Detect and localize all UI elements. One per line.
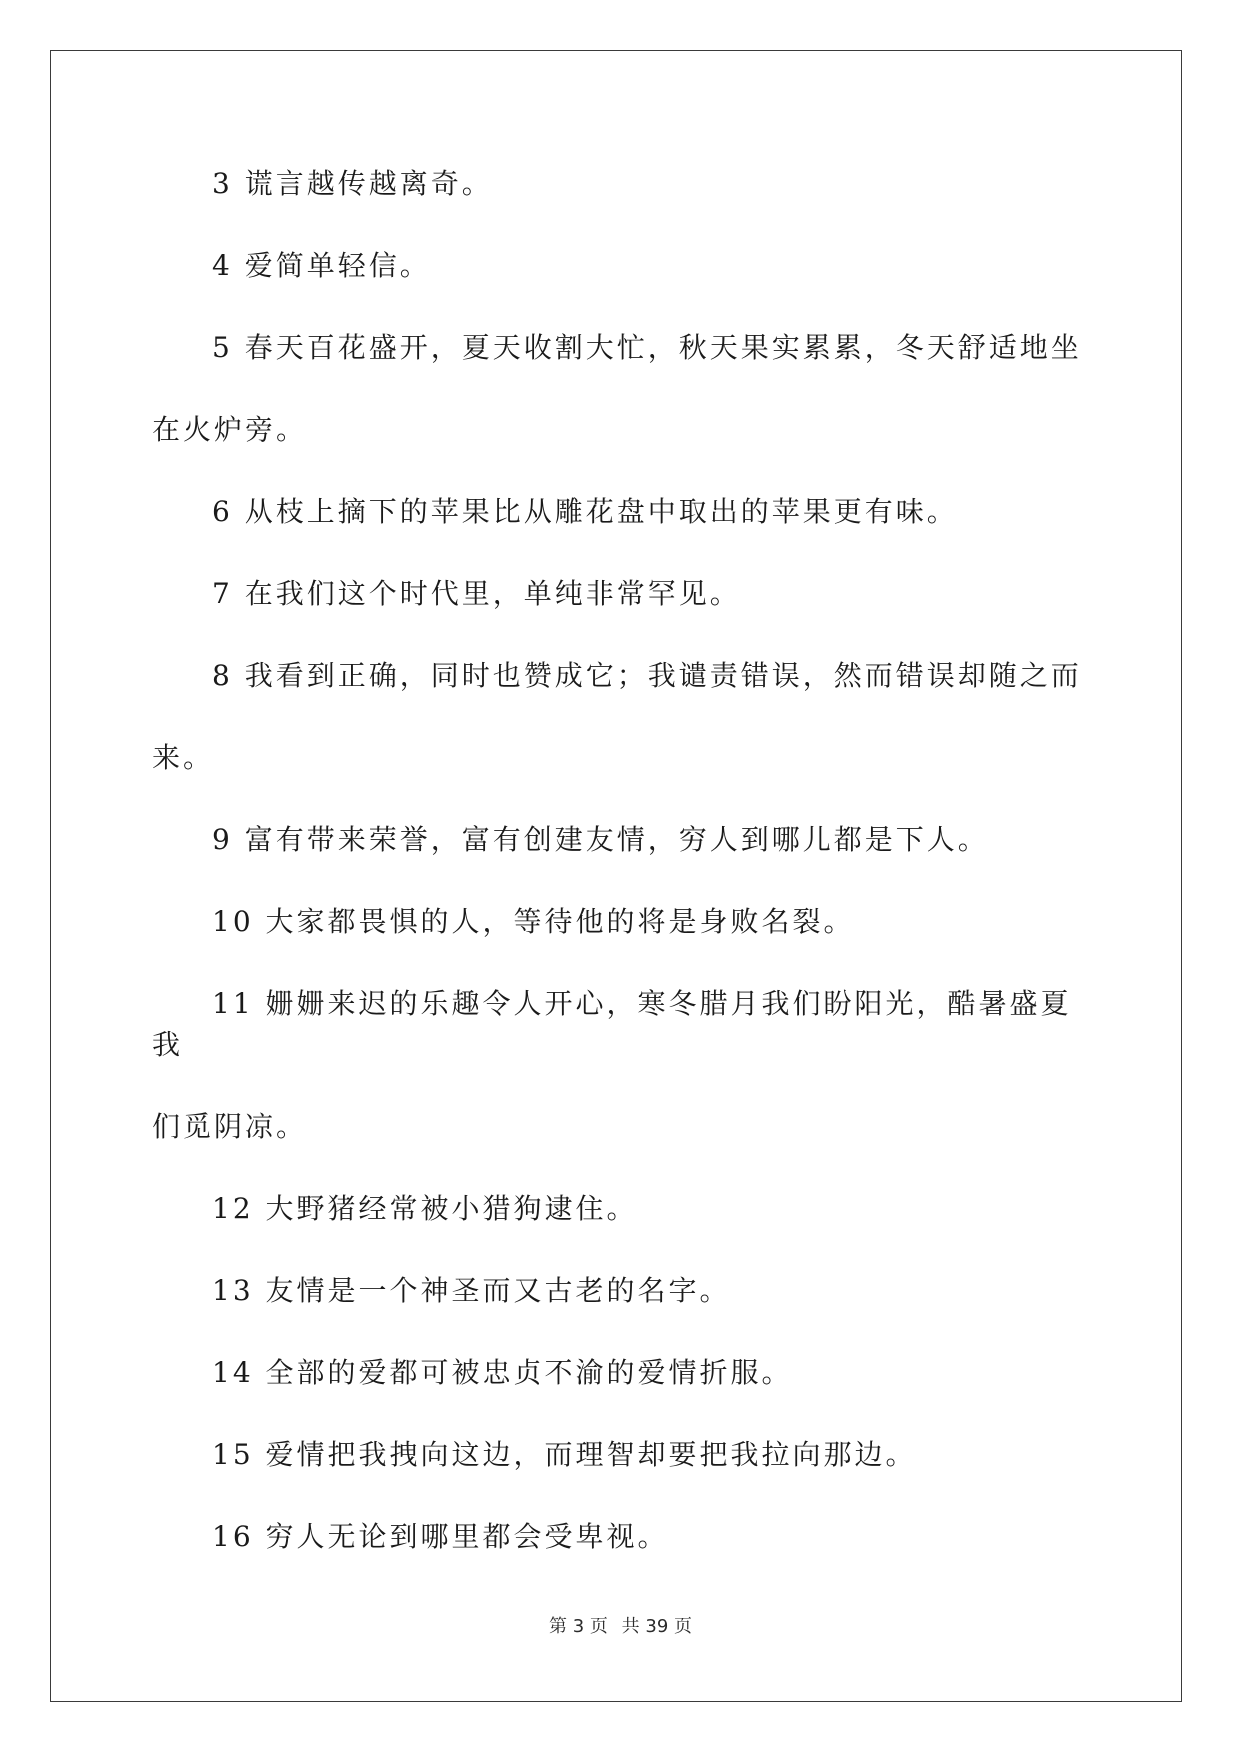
paragraph [152,573,1092,614]
paragraph-line: 在火炉旁。 [152,413,308,446]
paragraph-line: 3 谎言越传越离奇。 [212,167,493,200]
paragraph [152,163,1092,204]
total-pages: 共 39 页 [621,1616,692,1637]
paragraph [152,1434,1092,1475]
paragraph [152,1188,1092,1229]
page-footer [0,1612,1241,1638]
paragraph [152,245,1092,286]
paragraph [152,901,1092,942]
document-body [152,163,1092,1598]
paragraph-line: 11 姗姗来迟的乐趣令人开心，寒冬腊月我们盼阳光，酷暑盛夏我 [152,987,1072,1061]
paragraph-line: 6 从枝上摘下的苹果比从雕花盘中取出的苹果更有味。 [212,495,958,528]
paragraph [152,1270,1092,1311]
paragraph-line: 8 我看到正确，同时也赞成它；我谴责错误，然而错误却随之而 [212,659,1082,692]
paragraph-line: 5 春天百花盛开，夏天收割大忙，秋天果实累累，冬天舒适地坐 [212,331,1082,364]
paragraph-line: 们觅阴凉。 [152,1110,308,1143]
page-number: 第 3 页 [549,1616,608,1637]
paragraph-line: 16 穷人无论到哪里都会受卑视。 [212,1520,669,1553]
paragraph [152,1352,1092,1393]
paragraph-line: 9 富有带来荣誉，富有创建友情，穷人到哪儿都是下人。 [212,823,989,856]
paragraph [152,983,1092,1147]
paragraph-line: 15 爱情把我拽向这边，而理智却要把我拉向那边。 [212,1438,917,1471]
paragraph-line: 10 大家都畏惧的人，等待他的将是身败名裂。 [212,905,855,938]
paragraph [152,819,1092,860]
paragraph-line: 12 大野猪经常被小猎狗逮住。 [212,1192,638,1225]
paragraph [152,1516,1092,1557]
paragraph-line: 14 全部的爱都可被忠贞不渝的爱情折服。 [212,1356,793,1389]
paragraph [152,491,1092,532]
paragraph-line: 4 爱简单轻信。 [212,249,431,282]
paragraph-line: 7 在我们这个时代里，单纯非常罕见。 [212,577,741,610]
paragraph-line: 13 友情是一个神圣而又古老的名字。 [212,1274,731,1307]
paragraph [152,327,1092,450]
paragraph-line: 来。 [152,741,215,774]
paragraph [152,655,1092,778]
